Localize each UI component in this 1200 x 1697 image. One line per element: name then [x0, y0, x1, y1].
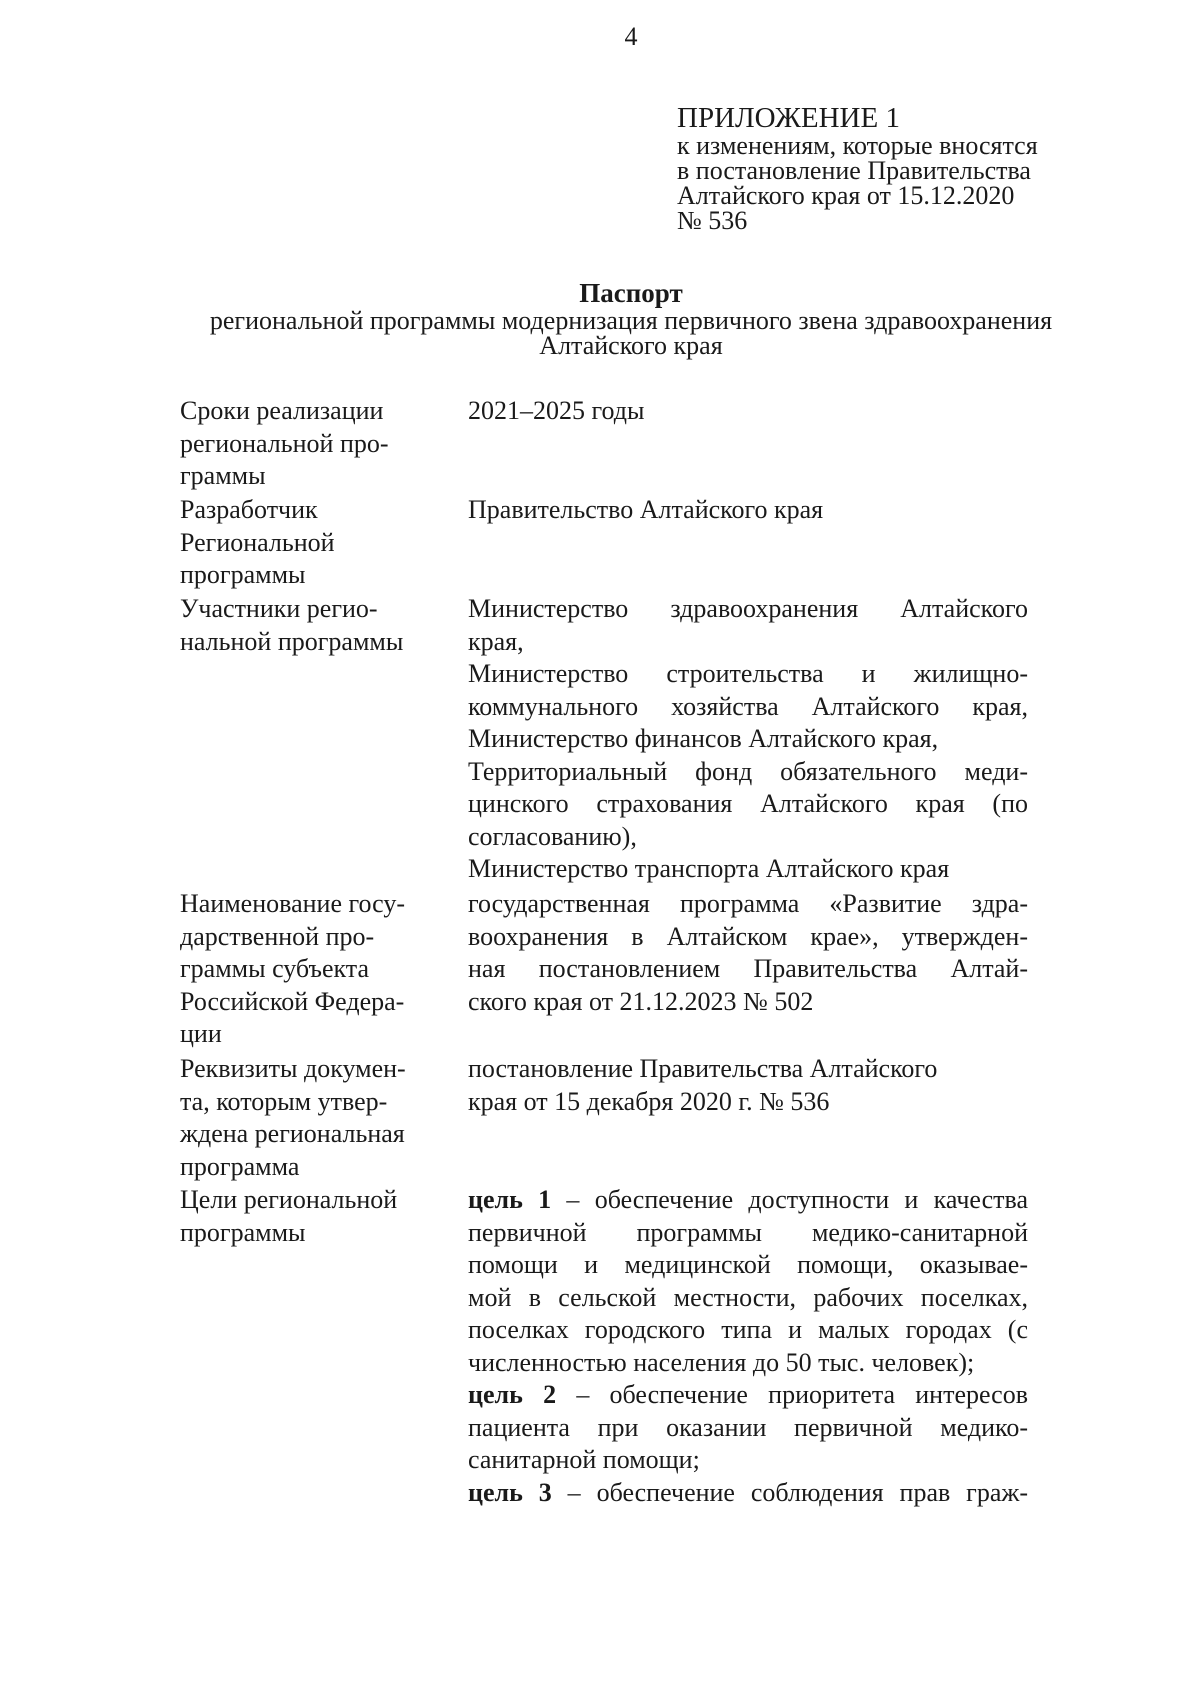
label-line: граммы субъекта — [180, 954, 370, 983]
label-line: та, которым утвер- — [180, 1086, 388, 1116]
value-line: воохранения в Алтайском крае», утвержден- — [468, 921, 1028, 951]
value-line: края от 15 декабря 2020 г. № 536 — [468, 1086, 830, 1116]
label-line: Сроки реализации — [180, 396, 384, 425]
appendix-line: № 536 — [677, 206, 748, 235]
appendix-block — [677, 103, 1137, 233]
row-value — [468, 494, 1028, 527]
value-line: ная постановлением Правительства Алтай- — [468, 954, 1028, 983]
row-value — [468, 395, 1028, 428]
goal-text: – обеспечение приоритета интересов — [556, 1380, 1028, 1409]
goal-2-line — [468, 1379, 1028, 1412]
value-line: ского края от 21.12.2023 № 502 — [468, 986, 814, 1016]
value-line: постановление Правительства Алтайского — [468, 1054, 938, 1083]
label-line: программа — [180, 1151, 300, 1181]
value-line: государственная программа «Развитие здра- — [468, 889, 1028, 918]
label-line: нальной программы — [180, 626, 404, 656]
row-value — [468, 1053, 1028, 1118]
value-line: края, — [468, 626, 524, 656]
row-label — [180, 1053, 435, 1183]
value-line: поселках городского типа и малых городах (с — [468, 1315, 1028, 1344]
label-line: Российской Федера- — [180, 986, 405, 1016]
label-line: Наименование госу- — [180, 889, 405, 918]
goal-1-number: цель 1 — [468, 1185, 552, 1214]
page-number: 4 — [624, 22, 638, 51]
value-line: санитарной помощи; — [468, 1445, 700, 1474]
row-label — [180, 888, 435, 1051]
value-line: мой в сельской местности, рабочих поселках, — [468, 1282, 1028, 1312]
label-line: Региональной — [180, 527, 335, 557]
label-line: региональной про- — [180, 428, 389, 458]
value-line: цинского страхования Алтайского края (по — [468, 789, 1028, 818]
label-line: Участники регио- — [180, 594, 378, 623]
goal-3-line — [468, 1477, 1028, 1510]
row-label — [180, 1184, 435, 1249]
goal-2-number: цель 2 — [468, 1380, 557, 1409]
value-line: Территориальный фонд обязательного меди- — [468, 756, 1028, 786]
label-line: граммы — [180, 461, 266, 490]
document-subtitle-line: Алтайского края — [539, 331, 723, 360]
appendix-heading: ПРИЛОЖЕНИЕ 1 — [677, 102, 900, 134]
row-label — [180, 593, 435, 658]
appendix-line: к изменениям, которые вносятся — [677, 131, 1038, 160]
value-line: Министерство финансов Алтайского края, — [468, 724, 939, 753]
value-line: коммунального хозяйства Алтайского края, — [468, 691, 1028, 721]
row-value-goals — [468, 1184, 1028, 1509]
row-label — [180, 494, 435, 592]
value-line: согласованию), — [468, 821, 637, 851]
appendix-line: Алтайского края от 15.12.2020 — [677, 181, 1015, 210]
goal-3-number: цель 3 — [468, 1477, 552, 1507]
document-title: Паспорт — [579, 278, 683, 308]
goal-text: – обеспечение доступности и качества — [551, 1185, 1028, 1214]
label-line: программы — [180, 1217, 306, 1247]
appendix-line: в постановление Правительства — [677, 156, 1031, 185]
value-line: первичной программы медико-санитарной — [468, 1217, 1028, 1247]
value-line: помощи и медицинской помощи, оказывае- — [468, 1250, 1028, 1279]
label-line: ции — [180, 1019, 222, 1048]
label-line: Разработчик — [180, 495, 318, 524]
label-line: ждена региональная — [180, 1119, 405, 1148]
value-line: Министерство транспорта Алтайского края — [468, 854, 950, 883]
goal-1-line — [468, 1184, 1028, 1217]
value-line: Министерство строительства и жилищно- — [468, 659, 1028, 688]
value-line: Правительство Алтайского края — [468, 495, 824, 524]
value-line: Министерство здравоохранения Алтайского — [468, 594, 1028, 623]
value-line: 2021–2025 годы — [468, 396, 645, 425]
label-line: Цели региональной — [180, 1185, 398, 1214]
row-label — [180, 395, 435, 493]
label-line: Реквизиты докумен- — [180, 1054, 406, 1083]
value-line: численностью населения до 50 тыс. человек); — [468, 1347, 975, 1377]
document-subtitle-line: региональной программы модернизация первичного звена здравоохранения — [209, 306, 1053, 335]
document-title-block — [0, 278, 1200, 358]
goal-text: – обеспечение соблюдения прав граж- — [551, 1477, 1028, 1507]
label-line: программы — [180, 560, 306, 589]
row-value — [468, 593, 1028, 886]
label-line: дарственной про- — [180, 921, 375, 951]
row-value — [468, 888, 1028, 1018]
value-line: пациента при оказании первичной медико- — [468, 1412, 1028, 1442]
